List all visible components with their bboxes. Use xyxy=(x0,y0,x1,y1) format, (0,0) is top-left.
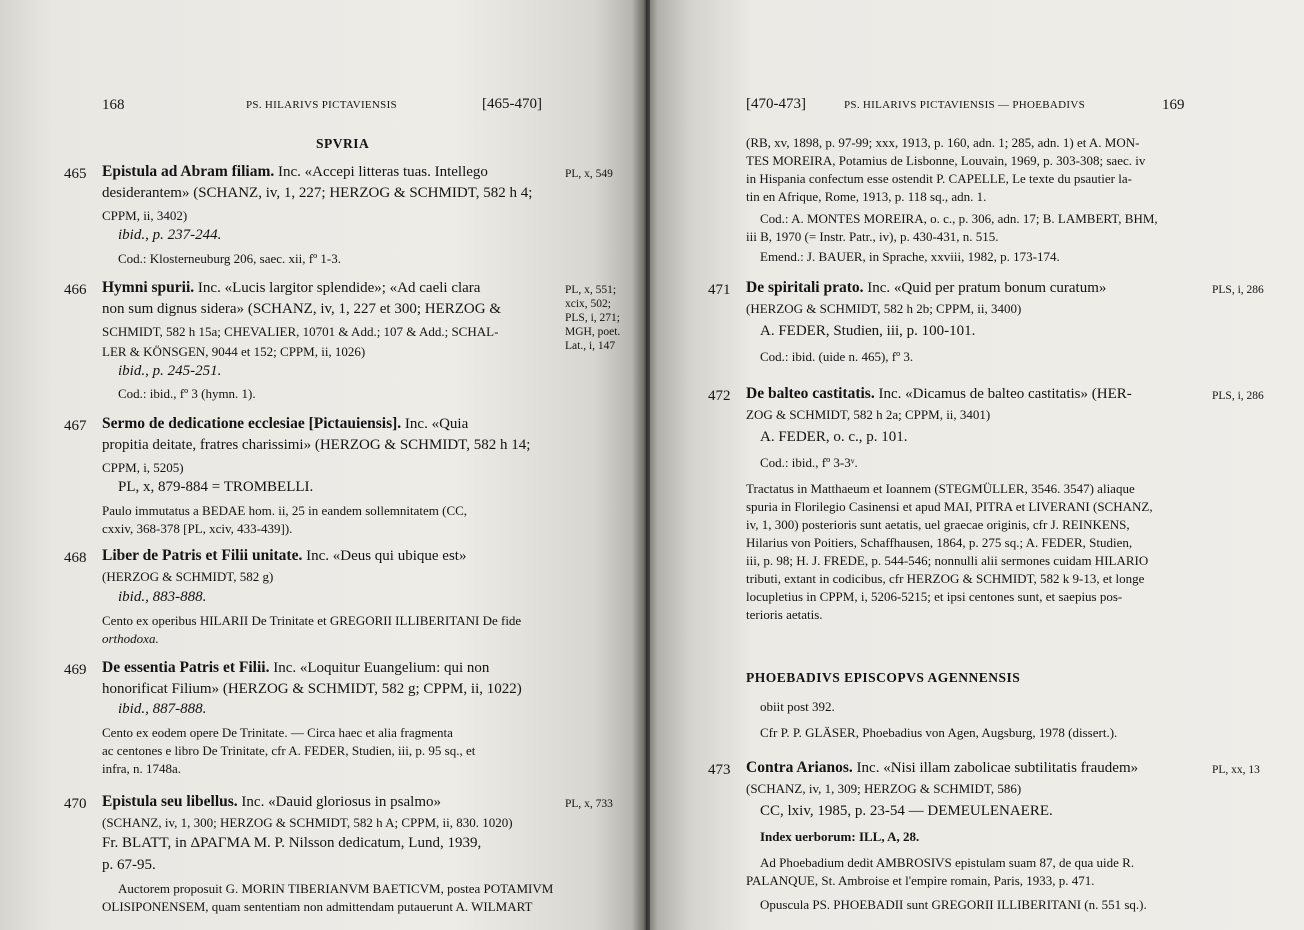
entry-line: Cento ex operibus HILARII De Trinitate et GREGORII ILLIBERITANI De fide xyxy=(102,613,522,628)
entry-line: Contra Arianos. Inc. «Nisi illam zabolicae subtilitatis fraudem» xyxy=(746,759,1139,776)
entry-line: infra, n. 1748a. xyxy=(102,761,182,776)
entry-line: ZOG & SCHMIDT, 582 h 2a; CPPM, ii, 3401) xyxy=(746,407,991,422)
entry-line: Auctorem proposuit G. MORIN TIBERIANVM BAETICVM, postea POTAMIVM xyxy=(118,881,554,896)
margin-ref: xcix, 502; xyxy=(565,298,611,310)
entry-line: (HERZOG & SCHMIDT, 582 h 2b; CPPM, ii, 3400) xyxy=(746,301,1022,316)
left-page xyxy=(0,0,646,930)
entry-number: 469 xyxy=(64,662,87,678)
continuation-line: iii B, 1970 (= Instr. Patr., iv), p. 430-431, n. 515. xyxy=(746,229,999,244)
entry-line: Cod.: ibid. (uide n. 465), fº 3. xyxy=(760,349,914,364)
entry-line: ibid., p. 237-244. xyxy=(118,227,222,243)
entry-number: 471 xyxy=(708,282,731,298)
margin-ref: PL, x, 551; xyxy=(565,284,617,296)
entry-line: (HERZOG & SCHMIDT, 582 g) xyxy=(102,569,274,584)
entry-line: (SCHANZ, iv, 1, 300; HERZOG & SCHMIDT, 582 h A; CPPM, ii, 830. 1020) xyxy=(102,815,513,830)
entry-line: p. 67-95. xyxy=(102,857,156,873)
entry-number: 465 xyxy=(64,166,87,182)
entry-line: Index uerborum: ILL, A, 28. xyxy=(760,829,920,844)
entry-line: Opuscula PS. PHOEBADII sunt GREGORII ILLIBERITANI (n. 551 sq.). xyxy=(760,897,1147,912)
entry-line: CC, lxiv, 1985, p. 23-54 — DEMEULENAERE. xyxy=(760,803,1053,819)
entry-line: LER & KÖNSGEN, 9044 et 152; CPPM, ii, 1026) xyxy=(102,344,366,359)
entry-line: Paulo immutatus a BEDAE hom. ii, 25 in eandem sollemnitatem (CC, xyxy=(102,503,468,518)
entry-line: OLISIPONENSEM, quam sententiam non admittendam putauerunt A. WILMART xyxy=(102,899,533,914)
running-title: PS. HILARIVS PICTAVIENSIS — PHOEBADIVS xyxy=(844,99,1086,111)
entry-line: CPPM, ii, 3402) xyxy=(102,208,188,223)
right-page xyxy=(650,0,1304,930)
entry-line: spuria in Florilegio Casinensi et apud MAI, PITRA et LIVERANI (SCHANZ, xyxy=(746,499,1153,514)
entry-line: De balteo castitatis. Inc. «Dicamus de balteo castitatis» (HER- xyxy=(746,385,1132,402)
entry-line: terioris aetatis. xyxy=(746,607,823,622)
page-number: 169 xyxy=(1162,97,1185,113)
entry-line: CPPM, i, 5205) xyxy=(102,460,184,475)
entry-line: non sum dignus sidera» (SCHANZ, iv, 1, 227 et 300; HERZOG & xyxy=(102,301,502,317)
continuation-line: (RB, xv, 1898, p. 97-99; xxx, 1913, p. 160, adn. 1; 285, adn. 1) et A. MON- xyxy=(746,135,1140,150)
entry-line: Epistula ad Abram filiam. Inc. «Accepi litteras tuas. Intellego xyxy=(102,163,488,180)
entry-line: ibid., 887-888. xyxy=(118,701,207,717)
entry-line: propitia deitate, fratres charissimi» (HERZOG & SCHMIDT, 582 h 14; xyxy=(102,437,531,453)
page-number: 168 xyxy=(102,97,125,113)
entry-line: De spiritali prato. Inc. «Quid per pratum bonum curatum» xyxy=(746,279,1107,296)
entry-line: PALANQUE, St. Ambroise et l'empire romain, Paris, 1933, p. 471. xyxy=(746,873,1095,888)
page-range: [470-473] xyxy=(746,96,806,112)
entry-line: tributi, extant in codicibus, cfr HERZOG & SCHMIDT, 582 k 9-13, et longe xyxy=(746,571,1145,586)
continuation-line: in Hispania confectum esse ostendit P. CAPELLE, Le texte du psautier la- xyxy=(746,171,1132,186)
entry-number: 470 xyxy=(64,796,87,812)
entry-line: desiderantem» (SCHANZ, iv, 1, 227; HERZOG & SCHMIDT, 582 h 4; xyxy=(102,185,533,201)
entry-line: De essentia Patris et Filii. Inc. «Loquitur Euangelium: qui non xyxy=(102,659,490,676)
entry-line: Cod.: ibid., fº 3-3ᵛ. xyxy=(760,455,858,470)
continuation-line: Cod.: A. MONTES MOREIRA, o. c., p. 306, adn. 17; B. LAMBERT, BHM, xyxy=(760,211,1158,226)
continuation-line: TES MOREIRA, Potamius de Lisbonne, Louvain, 1969, p. 303-308; saec. iv xyxy=(746,153,1146,168)
intro-line: Cfr P. P. GLÄSER, Phoebadius von Agen, Augsburg, 1978 (dissert.). xyxy=(760,725,1118,740)
entry-line: (SCHANZ, iv, 1, 309; HERZOG & SCHMIDT, 586) xyxy=(746,781,1022,796)
entry-number: 473 xyxy=(708,762,731,778)
entry-line: Sermo de dedicatione ecclesiae [Pictauiensis]. Inc. «Quia xyxy=(102,415,469,432)
entry-line: orthodoxa. xyxy=(102,631,159,646)
entry-line: Hymni spurii. Inc. «Lucis largitor splendide»; «Ad caeli clara xyxy=(102,279,481,296)
page-range: [465-470] xyxy=(482,96,542,112)
entry-line: Fr. BLATT, in ΔΡΑΓΜΑ M. P. Nilsson dedicatum, Lund, 1939, xyxy=(102,835,482,851)
continuation-line: tin en Afrique, Rome, 1913, p. 118 sq., adn. 1. xyxy=(746,189,987,204)
margin-ref: Lat., i, 147 xyxy=(565,340,616,352)
entry-line: cxxiv, 368-378 [PL, xciv, 433-439]). xyxy=(102,521,293,536)
entry-line: SCHMIDT, 582 h 15a; CHEVALIER, 10701 & Add.; 107 & Add.; SCHAL- xyxy=(102,324,499,339)
entry-line: honorificat Filium» (HERZOG & SCHMIDT, 582 g; CPPM, ii, 1022) xyxy=(102,681,522,697)
continuation-line: Emend.: J. BAUER, in Sprache, xxviii, 1982, p. 173-174. xyxy=(760,249,1060,264)
entry-line: locupletius in CPPM, i, 5206-5215; et ipsi centones sunt, et saepius pos- xyxy=(746,589,1123,604)
entry-line: ibid., p. 245-251. xyxy=(118,363,222,379)
book-gutter xyxy=(632,0,658,930)
margin-ref: PLS, i, 286 xyxy=(1212,284,1264,296)
margin-ref: PL, x, 549 xyxy=(565,168,613,180)
section-title: SPVRIA xyxy=(316,136,370,151)
running-title: PS. HILARIVS PICTAVIENSIS xyxy=(246,99,397,111)
margin-ref: PLS, i, 286 xyxy=(1212,390,1264,402)
entry-line: ibid., 883-888. xyxy=(118,589,207,605)
margin-ref: PL, x, 733 xyxy=(565,798,613,810)
entry-line: Epistula seu libellus. Inc. «Dauid gloriosus in psalmo» xyxy=(102,793,441,810)
entry-line: Cod.: Klosterneuburg 206, saec. xii, fº 1-3. xyxy=(118,251,341,266)
entry-line: ac centones e libro De Trinitate, cfr A. FEDER, Studien, iii, p. 95 sq., et xyxy=(102,743,476,758)
entry-number: 468 xyxy=(64,550,87,566)
entry-line: A. FEDER, Studien, iii, p. 100-101. xyxy=(760,323,976,339)
entry-number: 472 xyxy=(708,388,731,404)
margin-ref: MGH, poet. xyxy=(565,326,621,338)
entry-line: A. FEDER, o. c., p. 101. xyxy=(760,429,908,445)
entry-line: Cod.: ibid., fº 3 (hymn. 1). xyxy=(118,386,256,401)
section-heading: PHOEBADIVS EPISCOPVS AGENNENSIS xyxy=(746,670,1021,685)
entry-line: Ad Phoebadium dedit AMBROSIVS epistulam suam 87, de qua uide R. xyxy=(760,855,1135,870)
entry-line: Tractatus in Matthaeum et Ioannem (STEGMÜLLER, 3546. 3547) aliaque xyxy=(746,481,1135,496)
entry-line: iii, p. 98; H. J. FREDE, p. 544-546; nonnulli alii sermones cuidam HILARIO xyxy=(746,553,1149,568)
margin-ref: PLS, i, 271; xyxy=(565,312,620,324)
intro-line: obiit post 392. xyxy=(760,699,835,714)
margin-ref: PL, xx, 13 xyxy=(1212,764,1260,776)
entry-number: 467 xyxy=(64,418,87,434)
entry-number: 466 xyxy=(64,282,87,298)
entry-line: Liber de Patris et Filii unitate. Inc. «Deus qui ubique est» xyxy=(102,547,467,564)
entry-line: iv, 1, 300) posterioris sunt aetatis, uel graecae originis, cfr J. REINKENS, xyxy=(746,517,1130,532)
entry-line: PL, x, 879-884 = TROMBELLI. xyxy=(118,479,314,495)
entry-line: Cento ex eodem opere De Trinitate. — Circa haec et alia fragmenta xyxy=(102,725,453,740)
entry-line: Hilarius von Poitiers, Schaffhausen, 1864, p. 275 sq.; A. FEDER, Studien, xyxy=(746,535,1133,550)
